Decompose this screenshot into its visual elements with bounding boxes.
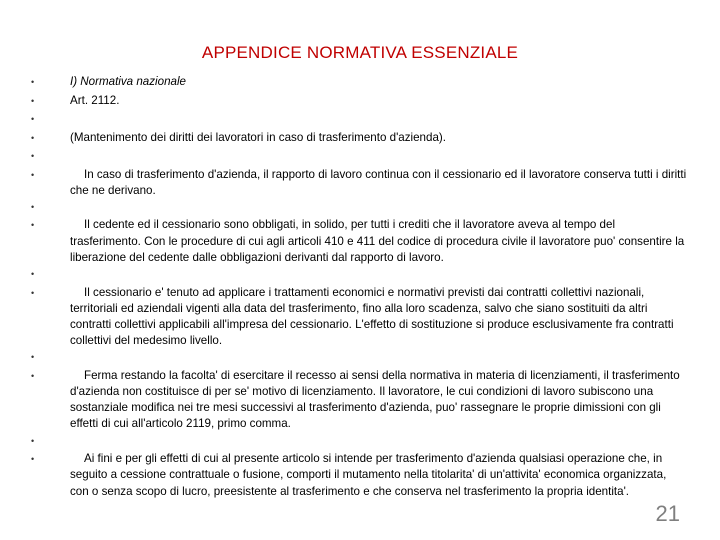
- paragraph-text: I) Normativa nazionale: [70, 75, 186, 88]
- paragraph-text: Ferma restando la facolta' di esercitare il recesso ai sensi della normativa in materia di licenziamenti, il trasferimento d'azienda non costituisce di per se' motivo di licenziamento. Il lavoratore, le cui condizioni di lavoro subiscono una sostanziale modifica nei tre mesi successivi al trasferimento d'azienda, puo' rassegnare le proprie dimissioni con gli effetti di cui all'articolo 2119, primo comma.: [70, 368, 680, 431]
- bullet-icon: •: [31, 151, 35, 161]
- paragraph-text: Art. 2112.: [70, 93, 120, 107]
- bullet-icon: •: [31, 169, 35, 180]
- body-paragraph: [28, 451, 688, 500]
- paragraph-text: Ai fini e per gli effetti di cui al presente articolo si intende per trasferimento d'azienda qualsiasi operazione che, in seguito a cessione contrattuale o fusione, comporti il mutamento nella titolarita' di un'attivita' economica organizzata, con o senza scopo di lucro, preesistente al trasferimento e che conserva nel trasferimento la propria identita'.: [70, 452, 667, 498]
- body-paragraph: [28, 74, 688, 93]
- bullet-icon: •: [31, 352, 35, 363]
- bullet-icon: •: [31, 114, 35, 124]
- paragraph-text: (Mantenimento dei diritti dei lavoratori in caso di trasferimento d'azienda).: [70, 130, 446, 144]
- bullet-icon: •: [31, 220, 35, 231]
- bullet-icon: •: [31, 201, 35, 212]
- body-paragraph: [28, 285, 688, 350]
- body-paragraph: [28, 130, 688, 149]
- body-paragraph: [28, 111, 688, 130]
- bullet-icon: •: [31, 269, 35, 280]
- body-paragraph: [28, 266, 688, 285]
- page-number: 21: [653, 501, 680, 527]
- paragraph-text: Il cessionario e' tenuto ad applicare i trattamenti economici e normativi previsti dai contratti collettivi nazionali, territoriali ed aziendali vigenti alla data del trasferimento, fino alla loro scadenza, salvo che siano sostituiti da altri contratti collettivi applicabili all'impresa del cessionario. L'effetto di sostituzione si produce esclusivamente fra contratti collettivi del medesimo livello.: [70, 285, 674, 348]
- body-paragraph: [28, 368, 688, 433]
- paragraph-text: Il cedente ed il cessionario sono obbligati, in solido, per tutti i crediti che il lavoratore aveva al tempo del trasferimento. Con le procedure di cui agli articoli 410 e 411 del codice di procedura civile il lavoratore puo' consentire la liberazione del cedente dalle obbligazioni derivanti dal rapporto di lavoro.: [70, 218, 685, 264]
- body-paragraph: [28, 433, 688, 452]
- bullet-icon: •: [31, 77, 35, 87]
- bullet-icon: •: [31, 287, 35, 298]
- body-paragraph: [28, 199, 688, 218]
- bullet-icon: •: [31, 95, 35, 106]
- body-text-list: [28, 74, 688, 500]
- bullet-icon: •: [31, 454, 35, 465]
- body-paragraph: [28, 349, 688, 368]
- body-paragraph: [28, 148, 688, 167]
- bullet-icon: •: [31, 370, 35, 381]
- body-paragraph: [28, 93, 688, 112]
- slide-title: APPENDICE NORMATIVA ESSENZIALE: [201, 43, 519, 62]
- body-paragraph: [28, 167, 688, 199]
- bullet-icon: •: [31, 435, 35, 446]
- body-paragraph: [28, 217, 688, 266]
- bullet-icon: •: [31, 132, 35, 143]
- paragraph-text: In caso di trasferimento d'azienda, il rapporto di lavoro continua con il cessionario ed il lavoratore conserva tutti i diritti che ne derivano.: [70, 167, 687, 197]
